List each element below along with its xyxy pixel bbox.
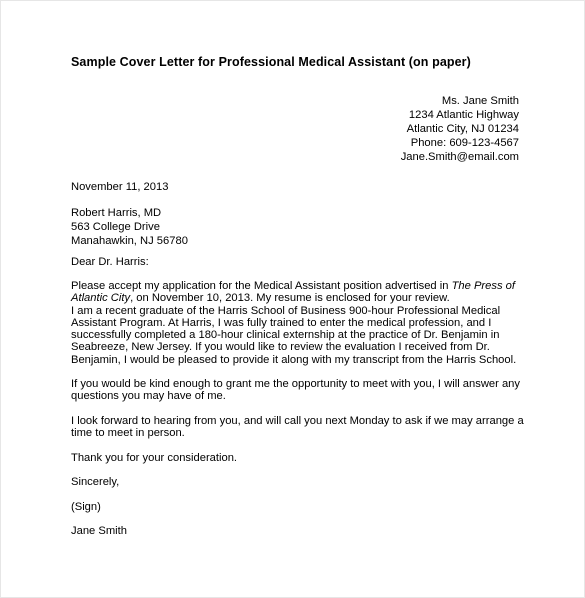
- sender-name: Ms. Jane Smith: [441, 95, 519, 107]
- paragraph-4: Thank you for your consideration.: [71, 452, 238, 464]
- paragraph-2-line: If you would be kind enough to grant me the opportunity to meet with you, I will answer any: [71, 378, 520, 390]
- text-span: , on November 10, 2013. My resume is enclosed for your review.: [130, 292, 450, 305]
- document-title: Sample Cover Letter for Professional Medical Assistant (on paper): [71, 55, 471, 69]
- publication-name: The Press of: [451, 280, 515, 292]
- paragraph-1-line: Seabreeze, New Jersey. If you would like to review the evaluation I received from Dr.: [71, 341, 490, 354]
- paragraph-1-line: [71, 280, 516, 292]
- paragraph-1-line: I am a recent graduate of the Harris School of Business 900-hour Professional Medical: [71, 304, 501, 317]
- sender-city: Atlantic City, NJ 01234: [406, 122, 519, 135]
- recipient-address-block: [71, 207, 188, 249]
- paragraph-1-line: successfully completed a 180-hour clinical externship at the practice of Dr. Benjamin in: [71, 329, 500, 342]
- paragraph-3: [71, 415, 524, 440]
- signature-placeholder: (Sign): [71, 501, 101, 513]
- sender-street: 1234 Atlantic Highway: [408, 108, 519, 121]
- paragraph-3-line: time to meet in person.: [71, 427, 185, 440]
- paragraph-3-line: I look forward to hearing from you, and will call you next Monday to ask if we may arrange a: [71, 415, 524, 427]
- paragraph-2: [71, 378, 520, 403]
- text-span: Please accept my application for the Medical Assistant position advertised in: [71, 280, 452, 292]
- letter-date: November 11, 2013: [71, 181, 169, 193]
- recipient-city: Manahawkin, NJ 56780: [71, 234, 188, 247]
- salutation: Dear Dr. Harris:: [71, 256, 149, 268]
- recipient-street: 563 College Drive: [71, 220, 160, 233]
- paragraph-1-line: [71, 292, 516, 304]
- sender-email: Jane.Smith@email.com: [400, 150, 519, 163]
- sender-address-block: [401, 95, 519, 165]
- recipient-name: Robert Harris, MD: [71, 207, 162, 219]
- sender-phone: Phone: 609-123-4567: [410, 136, 519, 149]
- closing: Sincerely,: [71, 476, 120, 488]
- paragraph-2-line: questions you may have of me.: [71, 390, 226, 403]
- paragraph-1: [71, 280, 516, 366]
- paragraph-1-line: Benjamin, I would be pleased to provide it along with my transcript from the Harris School.: [71, 353, 517, 366]
- paragraph-1-line: Assistant Program. At Harris, I was fully trained to enter the medical profession, and I: [71, 316, 492, 329]
- signer-name: Jane Smith: [71, 525, 127, 537]
- publication-name: Atlantic City: [71, 292, 131, 305]
